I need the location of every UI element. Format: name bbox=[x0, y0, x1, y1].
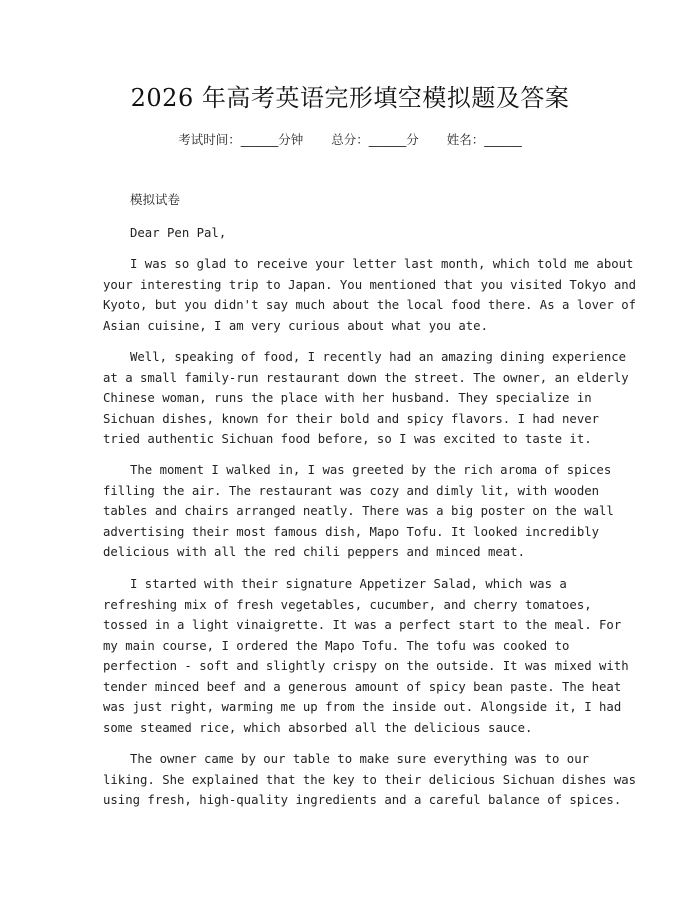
paragraph-line: using fresh, high-quality ingredients and a careful balance of spices. bbox=[103, 793, 622, 807]
paragraph-5 bbox=[103, 749, 637, 811]
paragraph-line: at a small family-run restaurant down the street. The owner, an elderly bbox=[103, 370, 629, 385]
paragraph-line: tables and chairs arranged neatly. There was a big poster on the wall bbox=[103, 504, 614, 518]
paragraph-line: delicious with all the red chili peppers and minced meat. bbox=[103, 545, 525, 559]
paragraph-line: I was so glad to receive your letter last month, which told me about bbox=[130, 257, 634, 271]
paragraph-line: Kyoto, but you didn't say much about the local food there. As a lover of bbox=[103, 298, 637, 312]
paragraph-line: Well, speaking of food, I recently had an amazing dining experience bbox=[130, 350, 627, 364]
paragraph-line: tender minced beef and a generous amount of spicy bean paste. The heat bbox=[103, 679, 622, 694]
time-unit: 分钟 bbox=[278, 132, 304, 147]
greeting-line: Dear Pen Pal, bbox=[130, 226, 227, 240]
section-title: 模拟试卷 bbox=[130, 192, 181, 207]
paragraph-line: perfection - soft and slightly crispy on the outside. It was mixed with bbox=[103, 659, 629, 673]
paragraph-1 bbox=[103, 254, 637, 336]
paragraph-line: Chinese woman, runs the place with her husband. They specialize in bbox=[103, 391, 592, 405]
paragraph-line: The moment I walked in, I was greeted by the rich aroma of spices bbox=[130, 463, 612, 477]
paragraph-line: refreshing mix of fresh vegetables, cucumber, and cherry tomatoes, bbox=[103, 597, 592, 612]
paragraph-line: Asian cuisine, I am very curious about what you ate. bbox=[103, 318, 488, 333]
paragraph-line: filling the air. The restaurant was cozy and dimly lit, with wooden bbox=[103, 483, 600, 498]
page-title: 2026 年高考英语完形填空模拟题及答案 bbox=[130, 84, 570, 112]
name-label: 姓名： bbox=[446, 132, 485, 147]
paragraph-line: some steamed rice, which absorbed all the delicious sauce. bbox=[103, 720, 533, 735]
name-blank: ______ bbox=[484, 132, 522, 147]
letter-greeting bbox=[103, 223, 597, 244]
paragraph-line: The owner came by our table to make sure everything was to our bbox=[130, 752, 590, 766]
paragraph-line: tossed in a light vinaigrette. It was a perfect start to the meal. For bbox=[103, 618, 622, 632]
paragraph-line: your interesting trip to Japan. You mentioned that you visited Tokyo and bbox=[103, 277, 637, 292]
time-label: 考试时间： bbox=[178, 132, 241, 147]
paragraph-line: my main course, I ordered the Mapo Tofu. The tofu was cooked to bbox=[103, 638, 570, 653]
paragraph-line: Sichuan dishes, known for their bold and spicy flavors. I had never bbox=[103, 411, 600, 426]
score-unit: 分 bbox=[406, 132, 419, 147]
paragraph-3 bbox=[103, 460, 614, 563]
score-label: 总分： bbox=[331, 132, 369, 147]
paragraph-line: advertising their most famous dish, Mapo Tofu. It looked incredibly bbox=[103, 524, 600, 539]
paragraph-line: I started with their signature Appetizer Salad, which was a bbox=[130, 577, 567, 591]
exam-info-line bbox=[0, 131, 700, 149]
paragraph-2 bbox=[103, 347, 629, 450]
paragraph-line: was just right, warming me up from the inside out. Alongside it, I had bbox=[103, 700, 622, 714]
paragraph-line: tried authentic Sichuan food before, so I was excited to taste it. bbox=[103, 432, 592, 446]
time-blank: ______ bbox=[240, 132, 279, 147]
paragraph-line: liking. She explained that the key to their delicious Sichuan dishes was bbox=[103, 772, 637, 787]
paragraph-4 bbox=[103, 574, 629, 738]
score-blank: ______ bbox=[368, 132, 407, 147]
